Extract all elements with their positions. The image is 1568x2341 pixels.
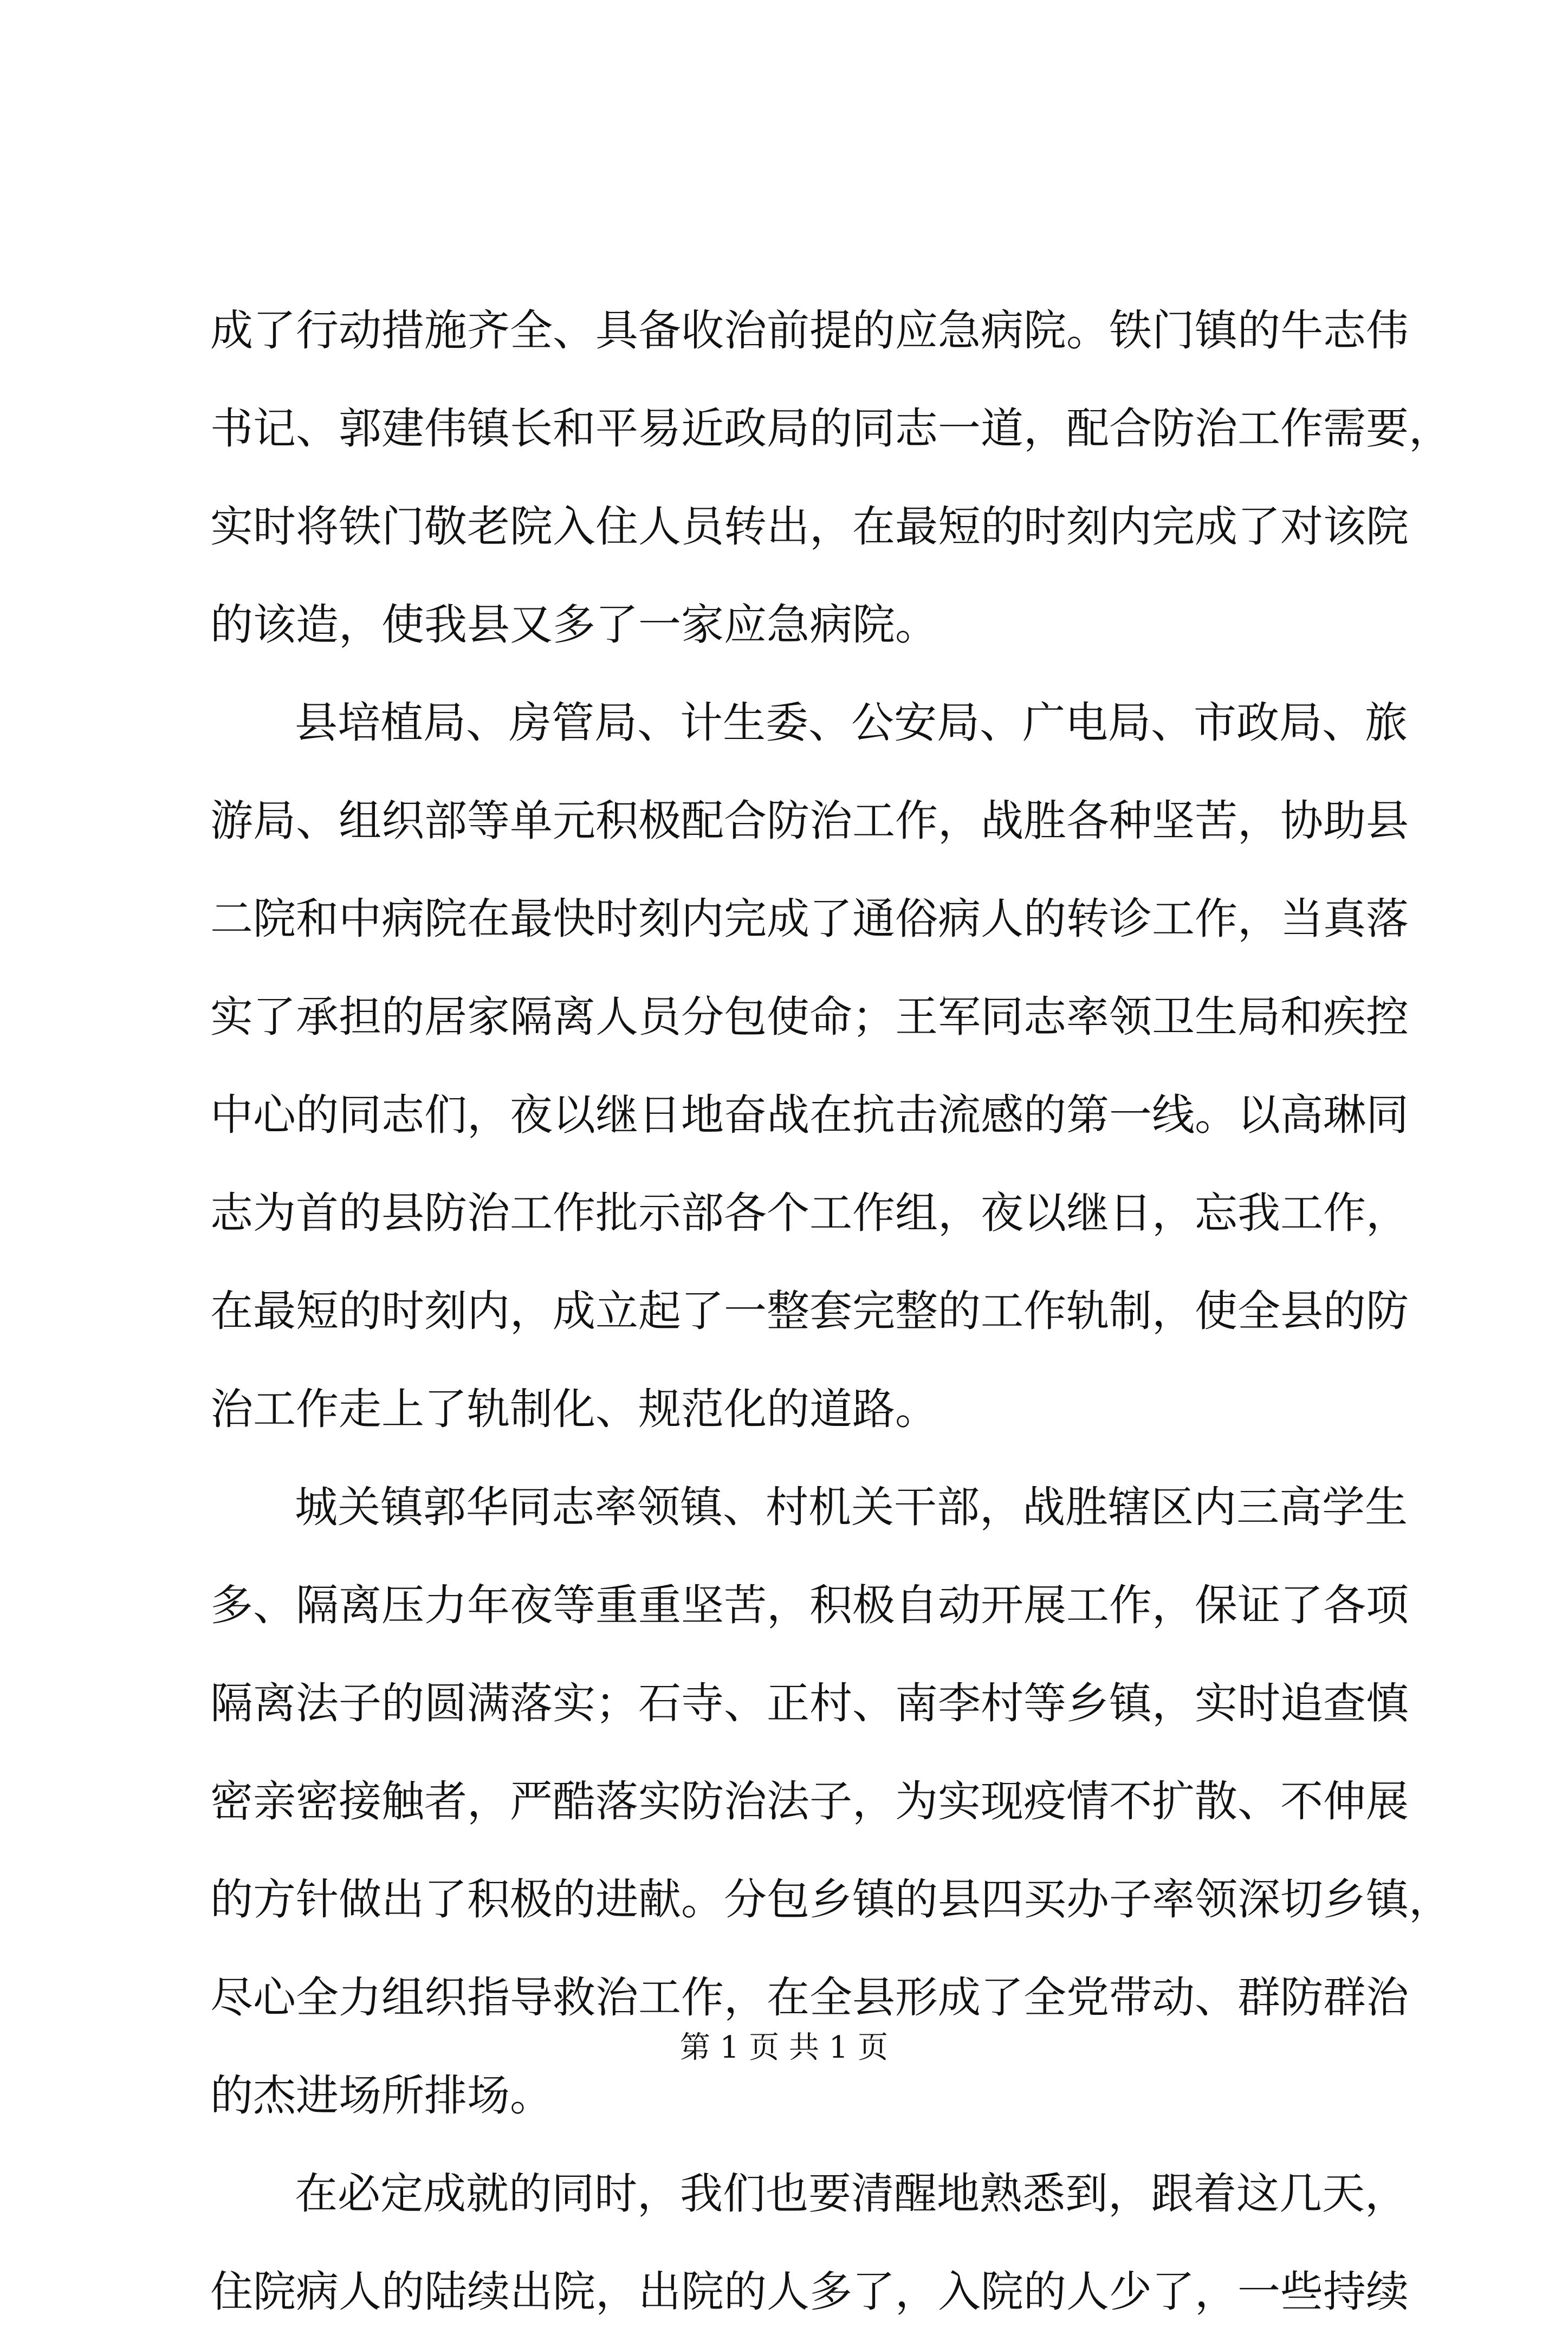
text-line: 实时将铁门敬老院入住人员转出，在最短的时刻内完成了对该院 bbox=[210, 502, 1409, 552]
page-footer: 第 1 页 共 1 页 bbox=[679, 2030, 889, 2065]
paragraph bbox=[210, 2145, 1409, 2341]
text-line: 志为首的县防治工作批示部各个工作组，夜以继日，忘我工作， bbox=[210, 1188, 1409, 1238]
text-line: 游局、组织部等单元积极配合防治工作，战胜各种坚苦，协助县 bbox=[210, 796, 1409, 846]
text-line: 的该造，使我县又多了一家应急病院。 bbox=[210, 600, 938, 650]
text-line: 二院和中病院在最快时刻内完成了通俗病人的转诊工作，当真落 bbox=[210, 894, 1409, 944]
text-line: 在必定成就的同时，我们也要清醒地熟悉到，跟着这几天， bbox=[295, 2169, 1408, 2219]
text-line: 书记、郭建伟镇长和平易近政局的同志一道，配合防治工作需要， bbox=[210, 404, 1452, 453]
text-line: 城关镇郭华同志率领镇、村机关干部，战胜辖区内三高学生 bbox=[295, 1482, 1408, 1532]
text-line: 的杰进场所排场。 bbox=[210, 2071, 553, 2120]
text-line: 中心的同志们，夜以继日地奋战在抗击流感的第一线。以高琳同 bbox=[210, 1090, 1409, 1140]
paragraph bbox=[210, 282, 1452, 674]
text-line: 隔离法子的圆满落实；石寺、正村、南李村等乡镇，实时追查慎 bbox=[210, 1678, 1409, 1728]
text-line: 在最短的时刻内，成立起了一整套完整的工作轨制，使全县的防 bbox=[210, 1286, 1409, 1336]
text-line: 密亲密接触者，严酷落实防治法子，为实现疫情不扩散、不伸展 bbox=[210, 1776, 1409, 1826]
text-line: 治工作走上了轨制化、规范化的道路。 bbox=[210, 1384, 938, 1434]
text-line: 的方针做出了积极的进献。分包乡镇的县四买办子率领深切乡镇， bbox=[210, 1875, 1452, 1924]
text-line: 成了行动措施齐全、具备收治前提的应急病院。铁门镇的牛志伟 bbox=[210, 306, 1409, 355]
paragraph bbox=[210, 674, 1409, 1458]
text-line: 实了承担的居家隔离人员分包使命；王军同志率领卫生局和疾控 bbox=[210, 992, 1409, 1042]
text-line: 尽心全力组织指导救治工作，在全县形成了全党带动、群防群治 bbox=[210, 1973, 1409, 2022]
text-line: 县培植局、房管局、计生委、公安局、广电局、市政局、旅 bbox=[295, 698, 1408, 748]
text-line: 住院病人的陆续出院，出院的人多了，入院的人少了，一些持续 bbox=[210, 2267, 1409, 2317]
text-line: 多、隔离压力年夜等重重坚苦，积极自动开展工作，保证了各项 bbox=[210, 1580, 1409, 1630]
